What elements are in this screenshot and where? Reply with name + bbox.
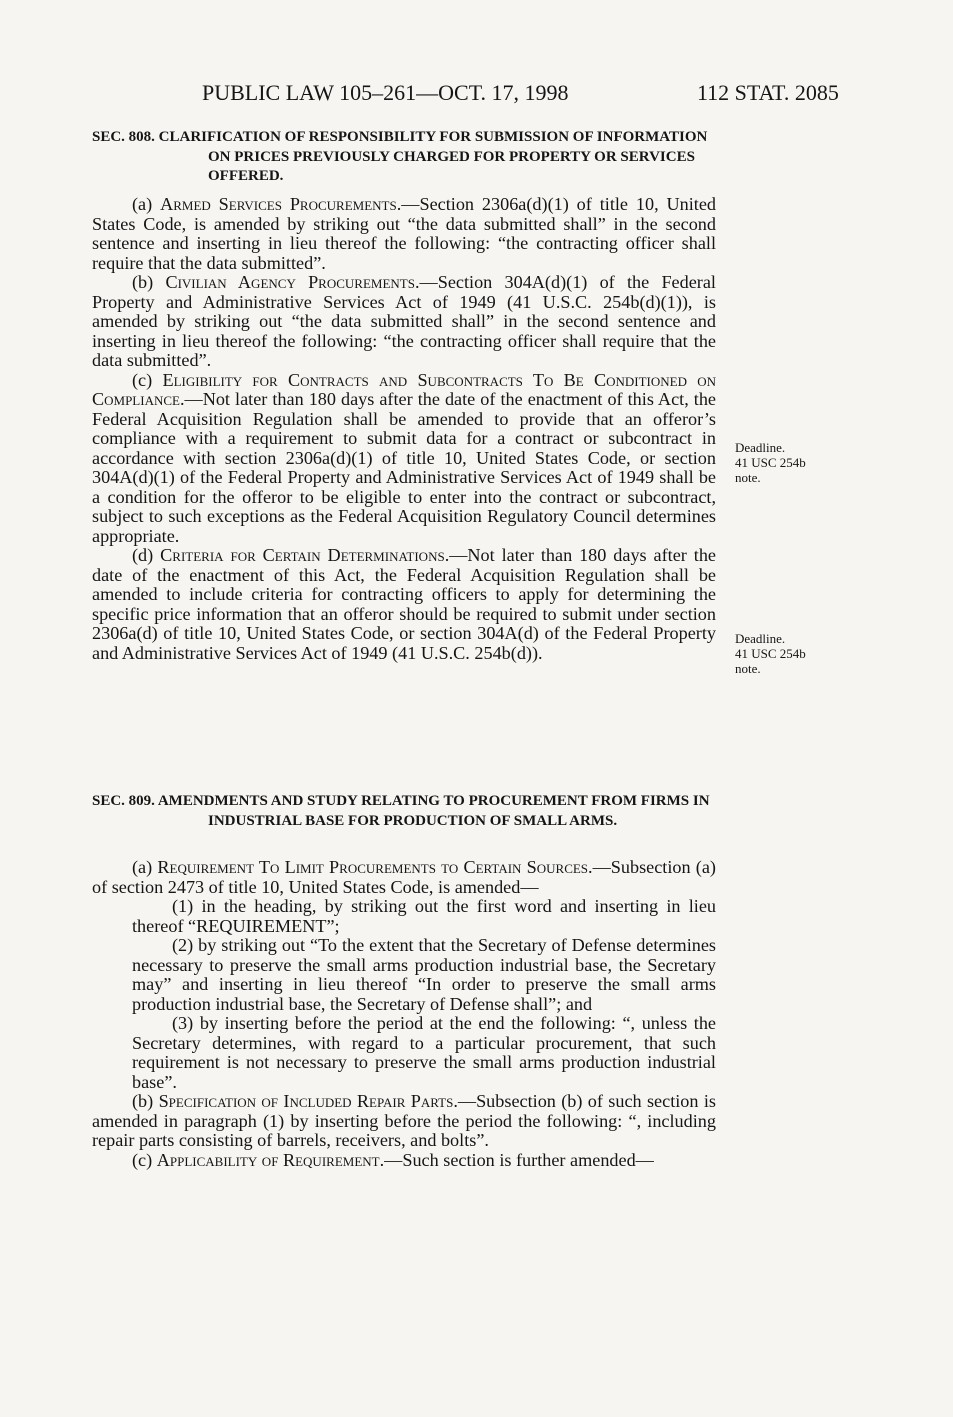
paragraph-809-a-3: (3) by inserting before the period at the end the following: “, unless the Secretary determines, with regard to a particular procurement, that such requirement is not necessary to preserve the small arms production industrial base”. [132, 1013, 716, 1092]
subsection-808-a: (a) Armed Services Procurements.—Section 2306a(d)(1) of title 10, United States Code, is amended by striking out “the data submitted shall” in the second sentence and inserting in lieu thereof the following: “the contracting officer shall require that the data submitted”. [92, 194, 717, 273]
subsection-caption: Requirement To Limit Procurements to Certain Sources [157, 857, 589, 877]
margin-note-deadline-d: Deadline. 41 USC 254b note. [735, 631, 806, 676]
paragraph-809-a-1: (1) in the heading, by striking out the first word and inserting in lieu thereof “REQUIREMENT”; [132, 896, 716, 936]
section-809-body [92, 858, 716, 1170]
subsection-caption: Armed Services Procurements [160, 194, 397, 214]
subsection-809-a: (a) Requirement To Limit Procurements to Certain Sources.—Subsection (a) of section 2473 of title 10, United States Code, is amended— [92, 857, 716, 897]
subsection-808-d: (d) Criteria for Certain Determinations.—Not later than 180 days after the date of the enactment of this Act, the Federal Acquisition Regulation shall be amended to include criteria for contracting officers to apply for determining the specific price information that an offeror should be required to submit under section 2306a(d) of title 10, United States Code, or section 304A(d) of the Federal Property and Administrative Services Act of 1949 (41 U.S.C. 254b(d)). [92, 545, 716, 663]
running-header: PUBLIC LAW 105–261—OCT. 17, 1998 [202, 80, 569, 105]
subsection-caption: Criteria for Certain Determinations [160, 545, 445, 565]
subsection-808-c: (c) Eligibility for Contracts and Subcontracts To Be Conditioned on Compliance.—Not later than 180 days after the date of the enactment of this Act, the Federal Acquisition Regulation shall be amended to provide that an offeror’s compliance with a requirement to submit data for a contract or subcontract in accordance with section 2306a(d)(1) of title 10, United States Code, or section 304A(d)(1) of the Federal Property and Administrative Services Act of 1949 shall be a condition for the offeror to be eligible to enter into the contract or subcontract, subject to such exceptions as the Federal Acquisition Regulatory Council determines appropriate. [92, 369, 717, 546]
subsection-809-c: (c) Applicability of Requirement.—Such section is further amended— [132, 1149, 654, 1170]
margin-note-deadline-c: Deadline. 41 USC 254b note. [735, 440, 806, 485]
subsection-809-b: (b) Specification of Included Repair Parts.—Subsection (b) of such section is amended in paragraph (1) by inserting before the period the following: “, including repair parts consisting of barrels, receivers, and bolts”. [92, 1091, 716, 1150]
section-808-heading: SEC. 808. CLARIFICATION OF RESPONSIBILITY FOR SUBMISSION OF INFORMATION ON PRICES PREVIOUSLY CHARGED FOR PROPERTY OR SERVICES OFFERED. [92, 129, 708, 184]
subsection-caption: Eligibility for Contracts and Subcontracts To Be Conditioned on Compliance [92, 369, 717, 409]
subsection-caption: Specification of Included Repair Parts [158, 1091, 454, 1111]
statute-page-number: 112 STAT. 2085 [697, 80, 839, 105]
subsection-caption: Civilian Agency Procurements [165, 272, 415, 292]
section-808-body [92, 195, 716, 663]
subsection-caption: Applicability of Requirement [156, 1149, 380, 1170]
subsection-808-b: (b) Civilian Agency Procurements.—Section 304A(d)(1) of the Federal Property and Administrative Services Act of 1949 (41 U.S.C. 254b(d)(1)), is amended by striking out “the data submitted shall” in the second sentence and inserting in lieu thereof the following: “the contracting officer shall require that the data submitted”. [92, 272, 716, 370]
section-809-heading: SEC. 809. AMENDMENTS AND STUDY RELATING TO PROCUREMENT FROM FIRMS IN INDUSTRIAL BASE FOR PRODUCTION OF SMALL ARMS. [92, 793, 710, 829]
paragraph-809-a-2: (2) by striking out “To the extent that the Secretary of Defense determines necessary to preserve the small arms production industrial base, the Secretary may” and inserting in lieu thereof “In order to preserve the small arms production industrial base, the Secretary of Defense shall”; and [132, 935, 716, 1014]
